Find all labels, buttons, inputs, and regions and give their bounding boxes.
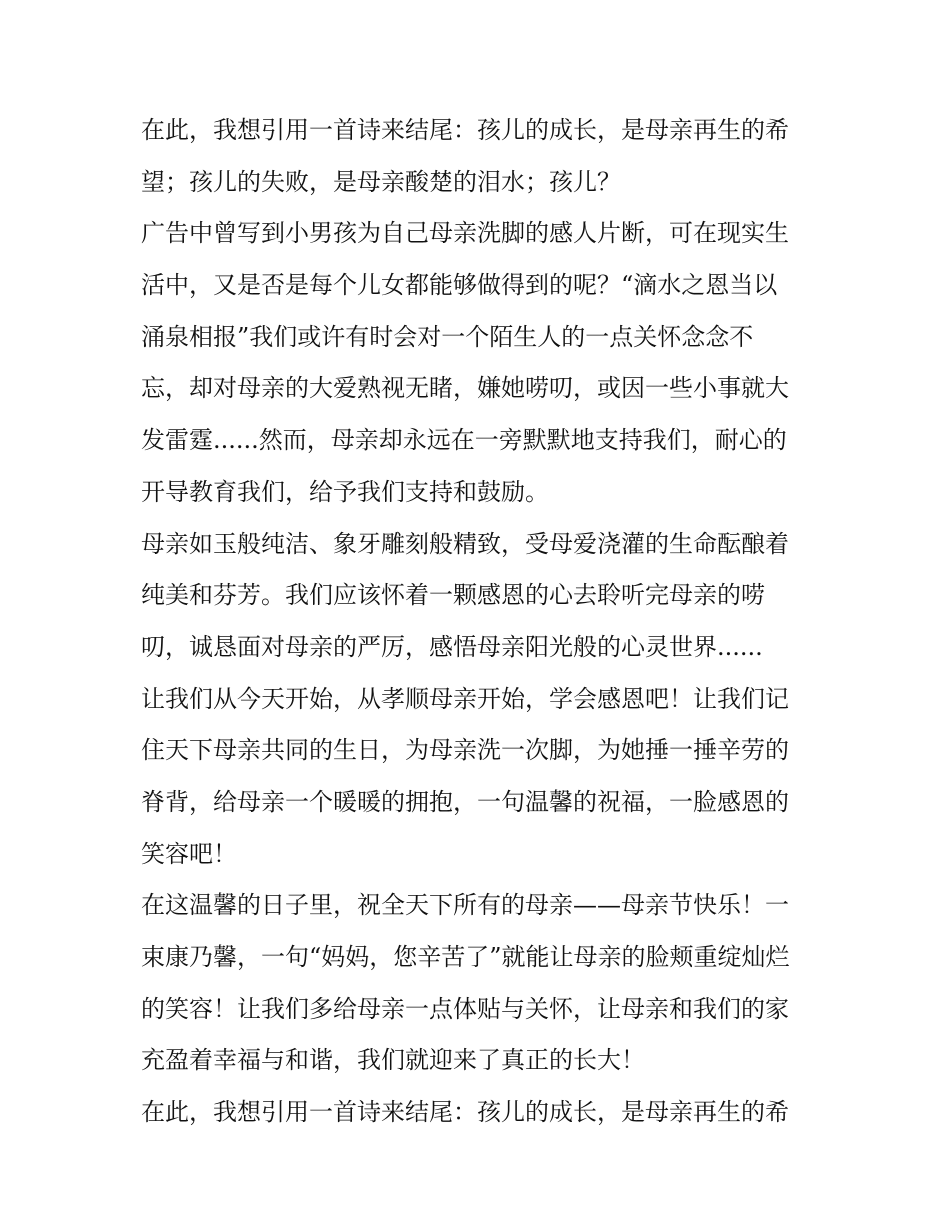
text-line: 活中，又是否是每个儿女都能够做得到的呢？“滴水之恩当以 <box>141 271 778 300</box>
text-line: 在这温馨的日子里，祝全天下所有的母亲——母亲节快乐！一 <box>141 891 789 920</box>
text-line: 笑容吧！ <box>141 839 237 868</box>
text-line: 束康乃馨，一句“妈妈，您辛苦了”就能让母亲的脸颊重绽灿烂 <box>141 943 790 971</box>
text-line: 充盈着幸福与和谐，我们就迎来了真正的长大！ <box>141 1046 645 1075</box>
text-line: 住天下母亲共同的生日，为母亲洗一次脚，为她捶一捶辛劳的 <box>141 736 789 765</box>
document-body <box>141 108 821 1142</box>
text-line: 纯美和芬芳。我们应该怀着一颗感恩的心去聆听完母亲的唠 <box>141 581 765 610</box>
text-line: 的笑容！让我们多给母亲一点体贴与关怀，让母亲和我们的家 <box>141 994 789 1023</box>
text-line: 脊背，给母亲一个暖暖的拥抱，一句温馨的祝福，一脸感恩的 <box>141 787 789 816</box>
text-line: 涌泉相报”我们或许有时会对一个陌生人的一点关怀念念不 <box>141 322 754 351</box>
text-line: 叨，诚恳面对母亲的严厉，感悟母亲阳光般的心灵世界...... <box>141 632 763 661</box>
text-line: 母亲如玉般纯洁、象牙雕刻般精致，受母爱浇灌的生命酝酿着 <box>141 529 789 558</box>
text-line: 在此，我想引用一首诗来结尾：孩儿的成长，是母亲再生的希 <box>141 1098 789 1127</box>
text-line: 广告中曾写到小男孩为自己母亲洗脚的感人片断，可在现实生 <box>141 219 789 248</box>
text-line: 开导教育我们，给予我们支持和鼓励。 <box>141 477 549 506</box>
text-line: 望；孩儿的失败，是母亲酸楚的泪水；孩儿？ <box>141 167 621 196</box>
text-line: 忘，却对母亲的大爱熟视无睹，嫌她唠叨，或因一些小事就大 <box>141 374 789 403</box>
text-line: 让我们从今天开始，从孝顺母亲开始，学会感恩吧！让我们记 <box>141 684 789 713</box>
text-line: 在此，我想引用一首诗来结尾：孩儿的成长，是母亲再生的希 <box>141 116 789 144</box>
text-line: 发雷霆......然而，母亲却永远在一旁默默地支持我们，耐心的 <box>141 426 787 455</box>
